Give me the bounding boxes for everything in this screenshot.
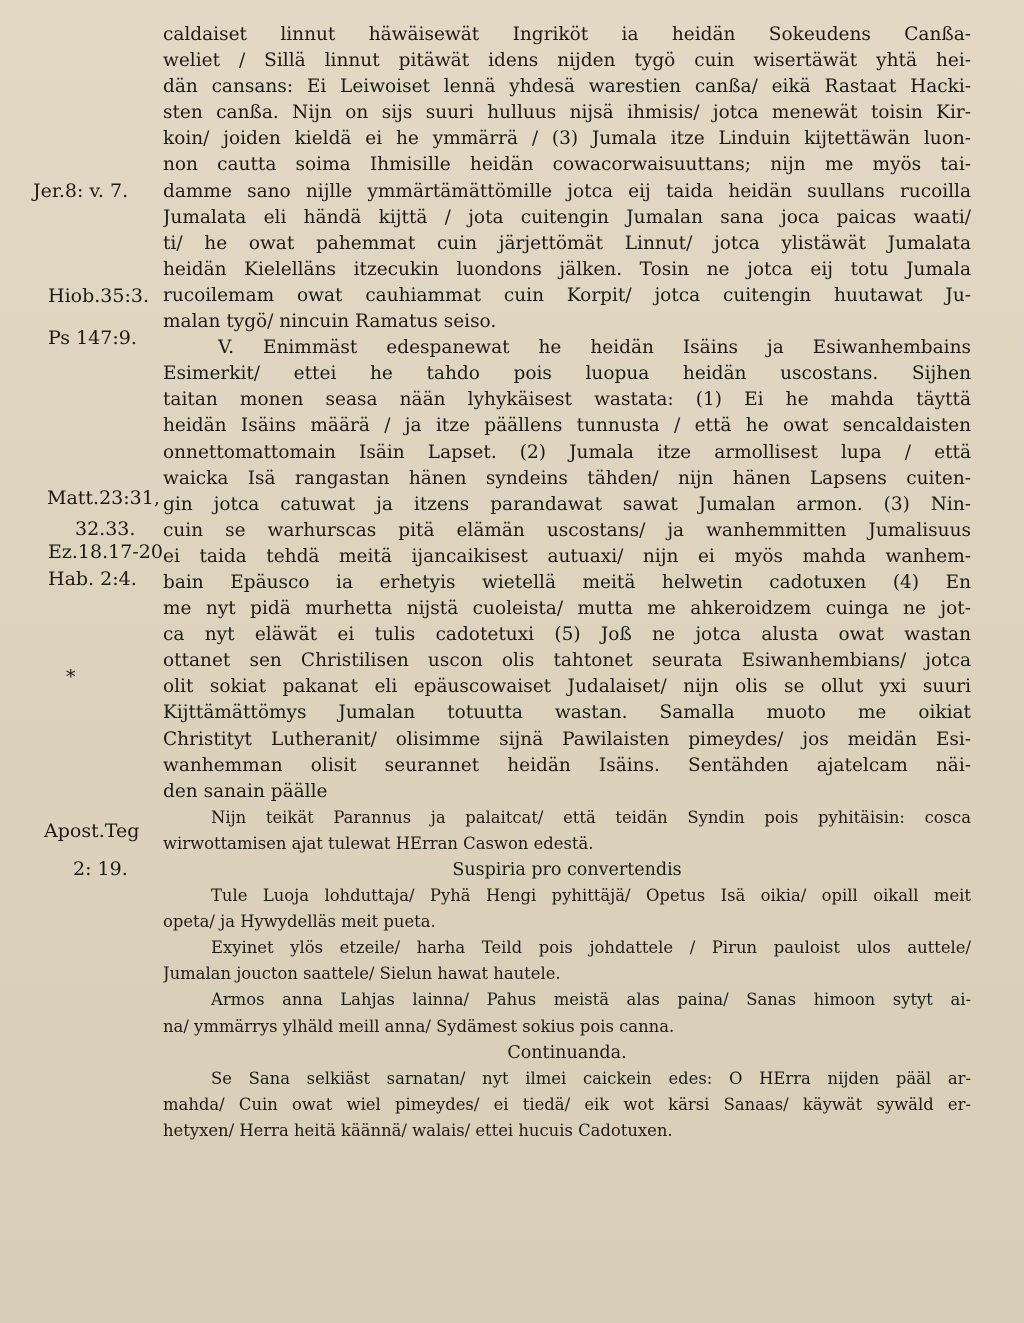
body-line: caldaiset linnut häwäisewät Ingriköt ia heidän Sokeudens Canßa- — [163, 24, 971, 45]
body-line: wanhemman olisit seurannet heidän Isäins. Sentähden ajatelcam näi- — [163, 754, 971, 776]
margin-note: Matt.23:31, — [47, 487, 160, 509]
margin-notes — [0, 0, 163, 1323]
exhortation-line: wirwottamisen ajat tulewat HErran Caswon edestä. — [163, 833, 594, 853]
body-line: taitan monen seasa nään lyhykäisest wastata: (1) Ei he mahda täyttä — [163, 389, 971, 411]
body-line: rucoilemam owat cauhiammat cuin Korpit/ jotca cuitengin huutawat Ju- — [163, 284, 971, 306]
body-line: weliet / Sillä linnut pitäwät idens nijden tygö cuin wisertäwät yhtä hei- — [163, 50, 971, 72]
body-line: heidän Kielelläns itzecukin luondons jälken. Tosin ne jotca eij totu Jumala — [163, 258, 971, 280]
prayer-line: Armos anna Lahjas lainna/ Pahus meistä alas paina/ Sanas himoon sytyt ai- — [211, 990, 971, 1010]
exhortation-line: Nijn teikät Parannus ja palaitcat/ että teidän Syndin pois pyhitäisin: cosca — [211, 807, 971, 827]
main-text — [163, 22, 971, 1144]
margin-note: 2: 19. — [73, 858, 128, 880]
body-line: waicka Isä rangastan hänen syndeins tähden/ nijn hänen Lapsens cuiten- — [163, 467, 971, 489]
body-line: dän cansans: Ei Leiwoiset lennä yhdesä warestien canßa/ eikä Rastaat Hacki- — [163, 76, 971, 98]
body-line: sten canßa. Nijn on sijs suuri hulluus nijsä ihmisis/ jotca menewät toisin Kir- — [163, 102, 971, 124]
body-line: Esimerkit/ ettei he tahdo pois luopua heidän uscostans. Sijhen — [163, 363, 971, 385]
prayer-line: Exyinet ylös etzeile/ harha Teild pois johdattele / Pirun pauloist ulos auttele/ — [211, 938, 971, 958]
continuanda-heading: Continuanda. — [507, 1042, 627, 1063]
body-line: ei taida tehdä meitä ijancaikisest autuaxi/ nijn ei myös mahda wanhem- — [163, 545, 971, 567]
body-line: Kijttämättömys Jumalan totuutta wastan. Samalla muoto me oikiat — [163, 702, 971, 724]
margin-note: Hab. 2:4. — [48, 568, 137, 590]
prayer-line: na/ ymmärrys ylhäld meill anna/ Sydämest sokius pois canna. — [163, 1016, 675, 1036]
margin-note: Hiob.35:3. — [48, 285, 149, 307]
body-line: onnettomattomain Isäin Lapset. (2) Jumala itze armollisest lupa / että — [163, 441, 971, 463]
margin-note: Ez.18.17-20 — [48, 541, 163, 563]
margin-note: 32.33. — [75, 518, 136, 540]
margin-note: Apost.Teg — [44, 820, 140, 842]
body-line: me nyt pidä murhetta nijstä cuoleista/ mutta me ahkeroidzem cuinga ne jot- — [163, 598, 971, 620]
body-line: olit sokiat pakanat eli epäuscowaiset Judalaiset/ nijn olis se ollut yxi suuri — [163, 676, 971, 698]
margin-note: Ps 147:9. — [48, 327, 137, 349]
closing-line: Se Sana selkiäst sarnatan/ nyt ilmei caickein edes: O HErra nijden pääl ar- — [211, 1068, 971, 1088]
suspiria-heading: Suspiria pro convertendis — [452, 860, 682, 880]
body-line: damme sano nijlle ymmärtämättömille jotca eij taida heidän suullans rucoilla — [163, 180, 971, 202]
body-line: gin jotca catuwat ja itzens parandawat sawat Jumalan armon. (3) Nin- — [163, 493, 971, 515]
prayer-line: Jumalan joucton saattele/ Sielun hawat hautele. — [163, 964, 561, 984]
margin-note: Jer.8: v. 7. — [33, 180, 129, 202]
body-line: ottanet sen Christilisen uscon olis tahtonet seurata Esiwanhembians/ jotca — [163, 650, 971, 672]
body-line: V. Enimmäst edespanewat he heidän Isäins ja Esiwanhembains — [218, 337, 971, 359]
body-line: heidän Isäins määrä / ja itze päällens tunnusta / että he owat sencaldaisten — [163, 415, 971, 437]
body-line: malan tygö/ nincuin Ramatus seiso. — [163, 311, 497, 333]
body-line: koin/ joiden kieldä ei he ymmärrä / (3) Jumala itze Linduin kijtettäwän luon- — [163, 128, 971, 150]
closing-line: hetyxen/ Herra heitä käännä/ walais/ ettei hucuis Cadotuxen. — [163, 1120, 673, 1140]
body-line: Jumalata eli händä kijttä / jota cuitengin Jumalan sana joca paicas waati/ — [163, 206, 971, 228]
body-line: ti/ he owat pahemmat cuin järjettömät Linnut/ jotca ylistäwät Jumalata — [163, 232, 971, 254]
body-line: non cautta soima Ihmisille heidän cowacorwaisuuttans; nijn me myös tai- — [163, 154, 971, 176]
body-line: bain Epäusco ia erhetyis wietellä meitä helwetin cadotuxen (4) En — [163, 571, 971, 593]
prayer-line: opeta/ ja Hywydelläs meit pueta. — [163, 912, 436, 932]
body-line: cuin se warhurscas pitä elämän uscostans/ ja wanhemmitten Jumalisuus — [163, 519, 971, 541]
body-line: ca nyt eläwät ei tulis cadotetuxi (5) Joß ne jotca alusta owat wastan — [163, 624, 971, 646]
closing-line: mahda/ Cuin owat wiel pimeydes/ ei tiedä/ eik wot kärsi Sanaas/ käywät sywäld er- — [163, 1094, 971, 1114]
body-line: Christityt Lutheranit/ olisimme sijnä Pawilaisten pimeydes/ jos meidän Esi- — [163, 728, 971, 750]
margin-note: * — [66, 666, 76, 688]
prayer-line: Tule Luoja lohduttaja/ Pyhä Hengi pyhittäjä/ Opetus Isä oikia/ opill oikall meit — [211, 886, 971, 906]
body-line: den sanain päälle — [163, 780, 328, 802]
